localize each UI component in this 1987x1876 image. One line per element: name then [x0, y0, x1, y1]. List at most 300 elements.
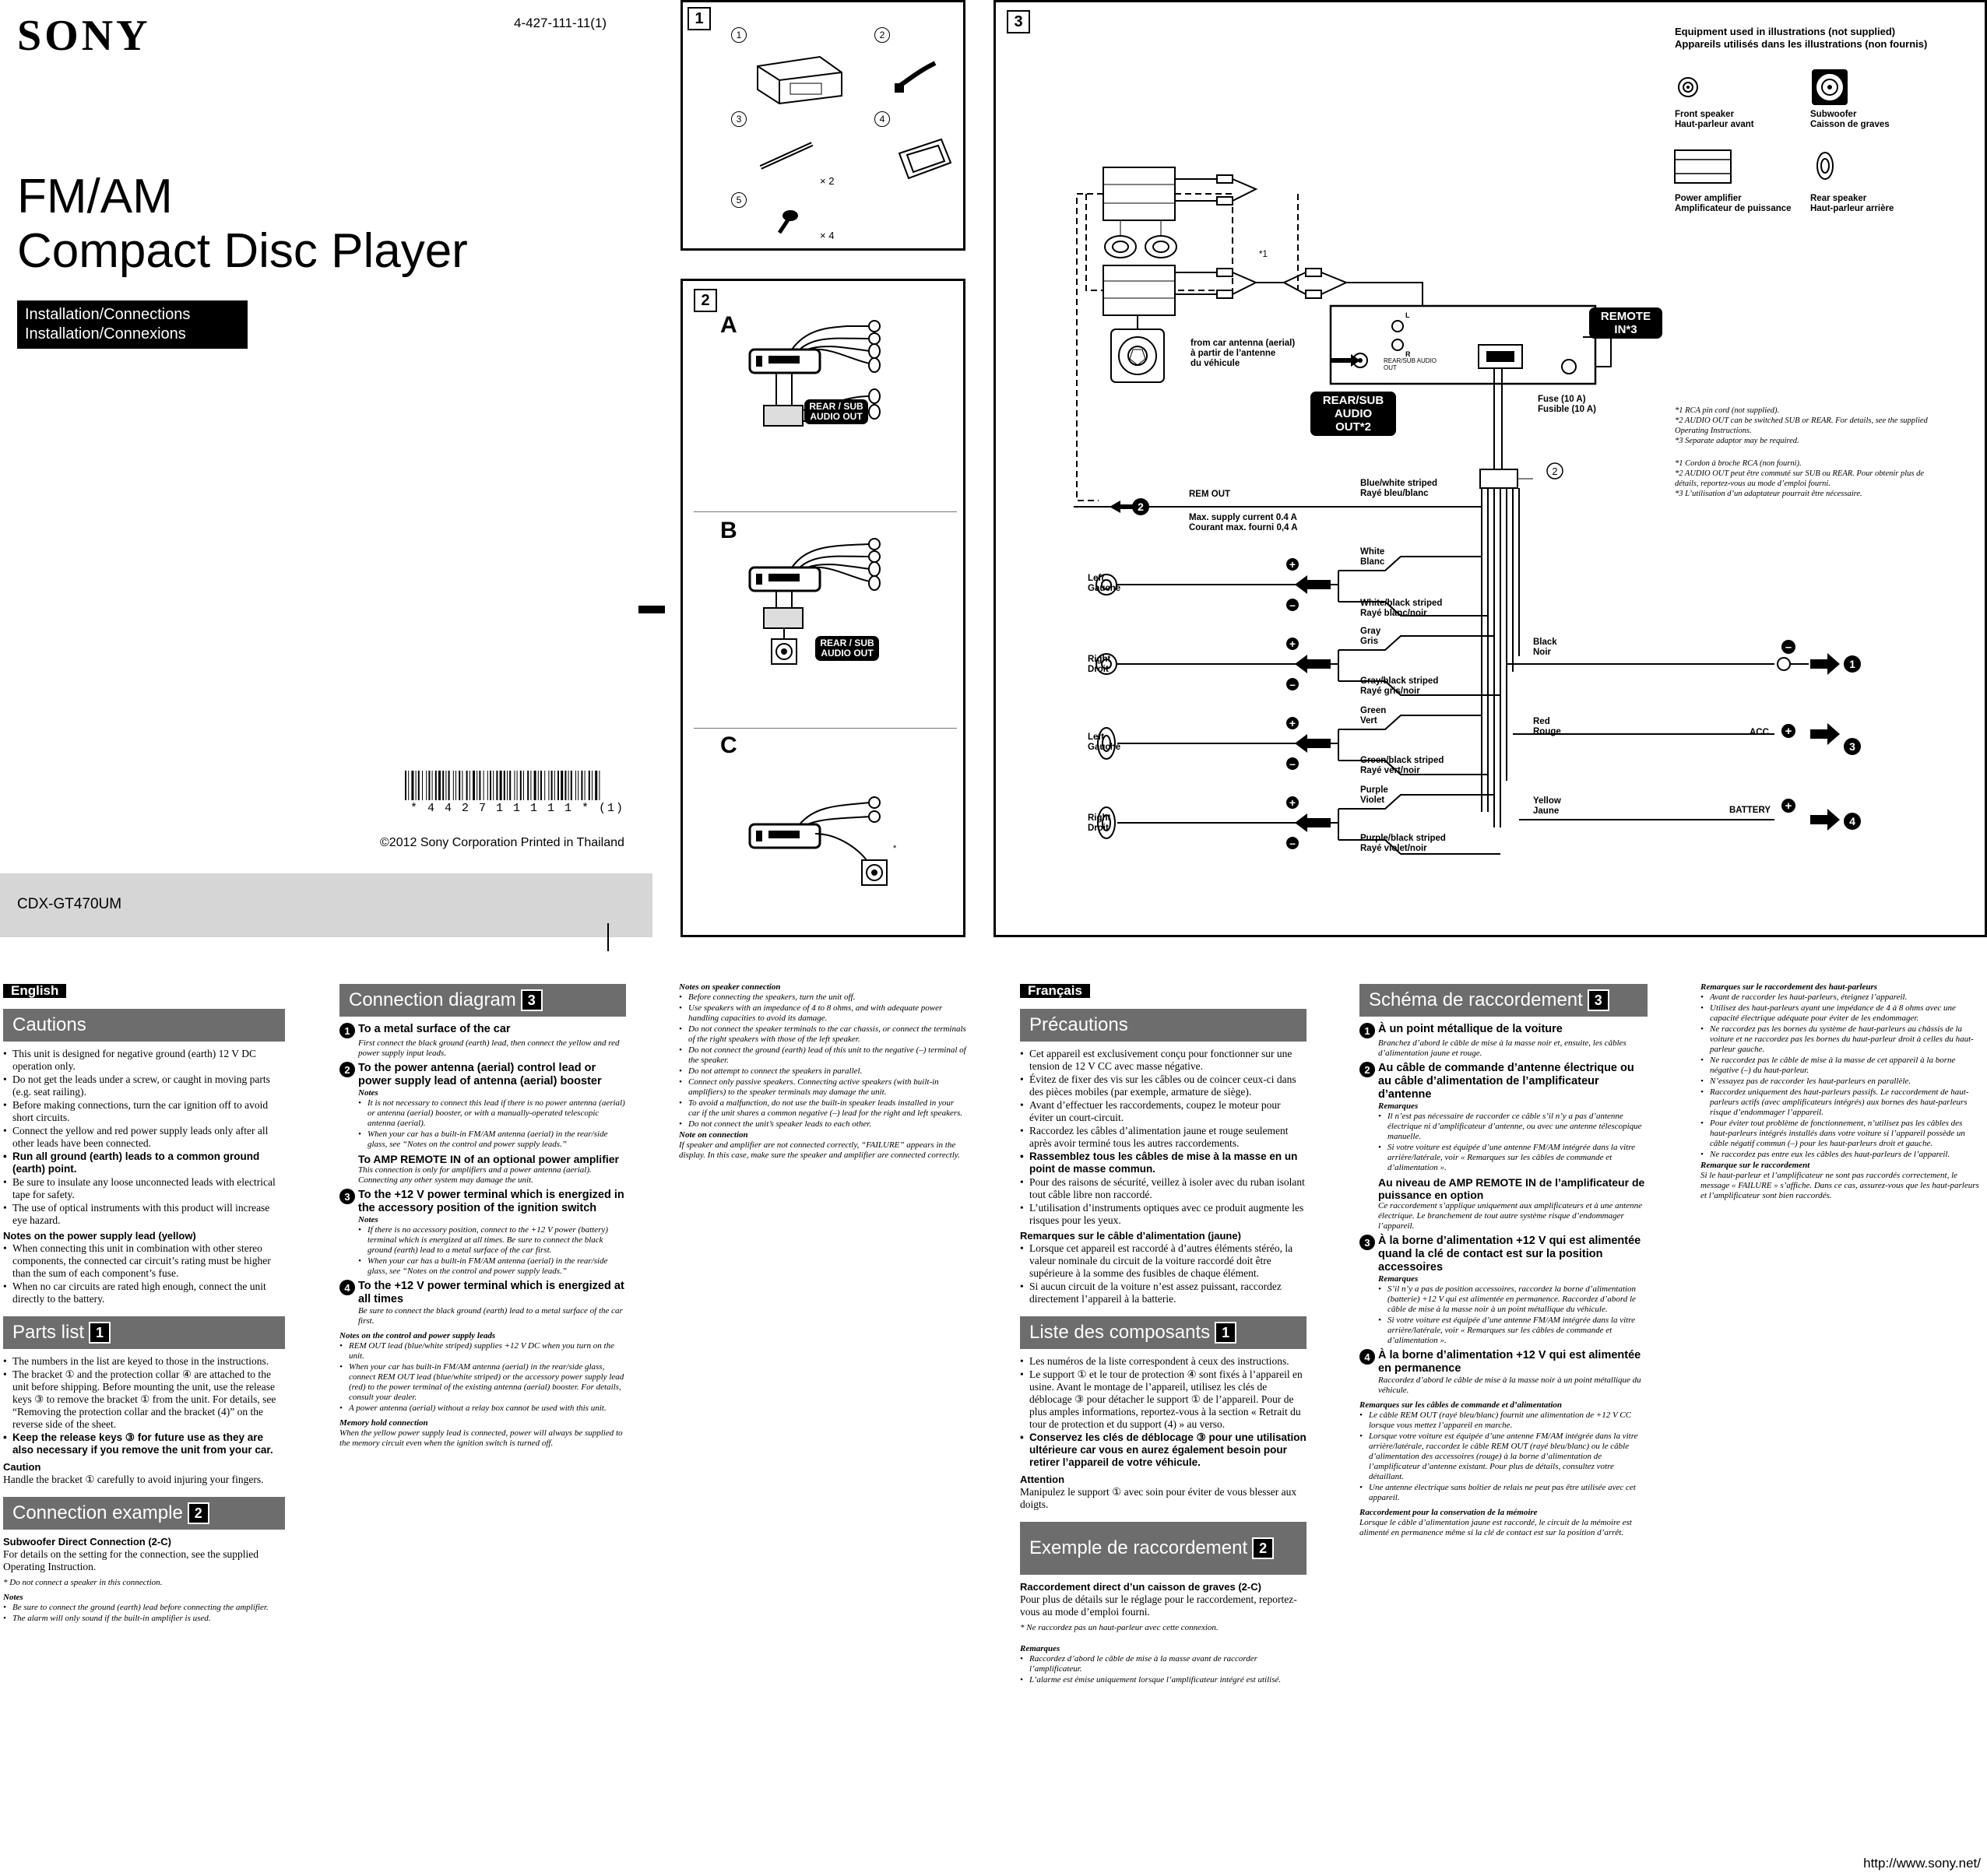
caution-heading: Caution [3, 1461, 41, 1473]
protection-collar-illustration [893, 136, 955, 183]
speaker-note: • Connect only passive speakers. Connecting active speakers (with built-in amplifiers) to the speaker terminals may damage the unit. [688, 1077, 967, 1098]
parts-list-heading [3, 1316, 285, 1349]
part-5-marker: 5 [731, 192, 747, 208]
right-fr: Droit [1088, 665, 1109, 674]
step-1-marker: 1 [339, 1023, 355, 1038]
max-current-fr: Courant max. fourni 0,4 A [1189, 523, 1298, 532]
etape-2-note: • Si votre voiture est équipée d’une antenne FM/AM intégrée dans la vitre arrière/latérale, voir « Remarques sur les câbles de commande et d’alimentation ». [1387, 1143, 1648, 1173]
svg-text:+: + [1785, 799, 1792, 813]
svg-text:2: 2 [1552, 465, 1558, 477]
rear-speaker-en: Rear speaker [1810, 194, 1867, 203]
barcode-bar [557, 771, 559, 800]
svg-text:+: + [1289, 717, 1296, 729]
hp-note: • Ne raccordez pas le câble de mise à la masse de cet appareil à la borne négative (–) du haut-parleur. [1710, 1056, 1981, 1076]
precaution-item: • Raccordez les câbles d’alimentation jaune et rouge seulement après avoir terminé tous les autres raccordements. [1029, 1125, 1306, 1150]
remarque-item: • Raccordez d’abord le câble de mise à la masse avant de raccorder l’amplificateur. [1029, 1654, 1306, 1674]
parts-list [3, 1355, 285, 1456]
product-title [17, 170, 468, 279]
etape-2-note: • Il n’est pas nécessaire de raccorder ce câble s’il n’y a pas d’antenne électrique ni d’amplificateur d’antenne, ou avec une antenne télescopique manuelle. [1387, 1112, 1648, 1142]
step-2-notes-heading: Notes [358, 1088, 378, 1098]
etape-4 [1359, 1349, 1648, 1375]
footnote-en-3: *3 Separate adaptor may be required. [1675, 437, 1799, 445]
footnotes-fr [1675, 458, 1940, 499]
etape-3 [1359, 1235, 1648, 1274]
brand-logo: SONY [17, 12, 151, 60]
left-rear-label [1088, 732, 1120, 753]
step-2 [339, 1062, 626, 1088]
amp-niveau-text: Ce raccordement s’applique uniquement aux amplificateurs et à une antenne électrique. Le branchement de tout autre système risque d’endommager l’appareil. [1378, 1201, 1642, 1231]
key-quantity: × 2 [820, 175, 835, 187]
step-3-note: • If there is no accessory position, connect to the +12 V power (battery) terminal which is energized at all times. Be sure to connect the black ground (earth) lead to a metal surface of the car first. [368, 1225, 626, 1256]
svg-text:1: 1 [1849, 658, 1855, 670]
svg-text:+: + [1289, 796, 1296, 809]
divider-bc [694, 728, 957, 729]
etape-1-title: À un point métallique de la voiture [1378, 1023, 1563, 1035]
precaution-item: • Rassemblez tous les câbles de mise à la masse en un point de masse commun. [1029, 1151, 1306, 1175]
left-rear-en: Left [1088, 732, 1105, 742]
right-rear-en: Right [1088, 813, 1111, 823]
wire-red-fr: Rouge [1533, 727, 1561, 736]
example-b-diagram [745, 538, 940, 694]
barcode-digits: * 4 4 2 7 1 1 1 1 1 * (1) [410, 802, 625, 815]
barcode-bar [490, 771, 491, 800]
subwoofer-direct-text: For details on the setting for the connection, see the supplied Operating Instruction. [3, 1548, 259, 1572]
svg-text:–: – [1289, 599, 1296, 611]
wire-gray-black-en: Gray/black striped [1360, 676, 1439, 686]
left-en: Left [1088, 574, 1105, 583]
cut-mark [607, 923, 609, 951]
svg-text:2: 2 [1138, 501, 1144, 513]
yellow-notes-heading: Notes on the power supply lead (yellow) [3, 1230, 196, 1242]
step-2-marker: 2 [339, 1062, 355, 1077]
figure-1-number: 1 [688, 7, 711, 30]
barcode-bar [466, 771, 468, 800]
attention-text: Manipulez le support ① avec soin pour éviter de vous blesser aux doigts. [1020, 1486, 1297, 1510]
svg-text:–: – [1289, 837, 1296, 849]
wire-purple-en: Purple [1360, 785, 1388, 795]
remarques-heading: Remarques [1020, 1644, 1060, 1653]
barcode-bar [445, 771, 446, 800]
barcode-bar [411, 771, 413, 800]
barcode-bar [585, 771, 586, 800]
liste-item: • Le support ① et le tour de protection ④ sont fixés à l’appareil en usine. Avant le montage de l’appareil, utilisez les clés de déblocage ③ pour détacher le support ① de l’appareil. Pour de plus amples informations, reportez-vous à la section « Retrait du tour de protection et du support (4) » au verso. [1029, 1368, 1306, 1431]
barcode-bar [408, 771, 409, 800]
bracket-illustration [750, 51, 851, 105]
svg-text:3: 3 [1849, 740, 1855, 753]
step-2-title: To the power antenna (aerial) control lead or power supply lead of antenna (aerial) booster [358, 1062, 602, 1087]
yellow-note-item: • When connecting this unit in combination with other stereo components, the connected car circuit’s rating must be higher than the sum of each component’s fuse. [12, 1242, 285, 1280]
caisson-heading: Raccordement direct d’un caisson de graves (2-C) [1020, 1581, 1261, 1593]
caution-item: • Connect the yellow and red power supply leads only after all other leads have been connected. [12, 1125, 285, 1150]
etape-2-title: Au câble de commande d’antenne électrique ou au câble d’alimentation de l’amplificateur d’antenne [1378, 1062, 1634, 1101]
svg-text:–: – [1785, 641, 1792, 654]
barcode-bar [405, 771, 406, 800]
commande-note: • Une antenne électrique sans boîtier de relais ne peut pas être utilisée avec cet appareil. [1369, 1483, 1648, 1503]
attention-heading: Attention [1020, 1474, 1065, 1485]
step-2-note: • When your car has a built-in FM/AM antenna (aerial) in the rear/side glass, see “Notes on the control and power supply leads.” [368, 1129, 626, 1150]
yellow-note-item: • When no car circuits are rated high enough, connect the unit directly to the battery. [12, 1281, 285, 1305]
etape-4-text: Raccordez d’abord le câble de mise à la masse noir à un point métallique du véhicule. [1378, 1375, 1641, 1395]
wire-green-black [1360, 756, 1444, 776]
left-front-label [1088, 574, 1120, 594]
schema-heading [1359, 984, 1648, 1017]
parts-item: • Keep the release keys ③ for future use as they are also necessary if you remove the unit from your car. [12, 1432, 285, 1456]
example-a-diagram [745, 320, 940, 452]
amp-niveau-heading: Au niveau de AMP REMOTE IN de l’amplificateur de puissance en option [1378, 1176, 1645, 1201]
wire-red-en: Red [1533, 717, 1550, 726]
divider-ab [694, 511, 957, 512]
step-3-notes [358, 1225, 626, 1277]
barcode-bar [554, 771, 555, 800]
connection-diagram-figure-ref: 3 [521, 989, 543, 1011]
battery-label: BATTERY [1729, 806, 1771, 815]
commande-note: • Lorsque votre voiture est équipée d’une antenne FM/AM intégrée dans la vitre arrière/latérale, raccordez le câble REM OUT (rayé bleu/blanc) ou le câble d’alimentation des accessoires (rouge) à la borne d’alimentation de l’amplificateur d’antenne existant. Pour plus de détails, consultez votre détaillant. [1369, 1432, 1648, 1482]
max-current-en: Max. supply current 0.4 A [1189, 513, 1297, 522]
section-b-label: B [720, 518, 737, 543]
wire-gray-black-fr: Rayé gris/noir [1360, 687, 1420, 696]
wire-gray-fr: Gris [1360, 637, 1379, 646]
rear-sub-tag-b: REAR / SUB AUDIO OUT [815, 636, 879, 661]
control-note: • When your car has built-in FM/AM antenna (aerial) in the rear/side glass, connect REM OUT lead (blue/white striped) or the accessory power supply lead (red) to the power terminal of the existing antenna (aerial) booster. For details, consult your dealer. [349, 1362, 626, 1403]
memory-hold-text: When the yellow power supply lead is connected, power will always be supplied to the memory circuit even when the ignition switch is turned off. [339, 1428, 623, 1448]
installation-en: Installation/Connections [25, 306, 191, 323]
figure-3-number: 3 [1007, 10, 1030, 33]
barcode-bar [469, 771, 470, 800]
barcode-bar [595, 771, 597, 800]
title-line-1: FM/AM [17, 170, 173, 223]
jaune-heading: Remarques sur le câble d’alimentation (jaune) [1020, 1230, 1241, 1242]
cautions-list [3, 1048, 285, 1227]
footnote-fr-3: *3 L’utilisation d’un adaptateur pourrait être nécessaire. [1675, 490, 1862, 498]
part-4-marker: 4 [874, 111, 890, 127]
wire-red [1533, 717, 1561, 737]
barcode [405, 771, 603, 800]
svg-text:–: – [1289, 757, 1296, 770]
barcode-bar [426, 771, 427, 800]
french-column-1 [1020, 984, 1306, 1686]
precaution-item: • Cet appareil est exclusivement conçu pour fonctionner sur une tension de 12 V CC avec masse négative. [1029, 1048, 1306, 1073]
part-2-marker: 2 [874, 27, 890, 43]
max-current-label [1189, 513, 1298, 533]
etape-1-marker: 1 [1359, 1023, 1375, 1038]
footnote-en-2: *2 AUDIO OUT can be switched SUB or REAR. For details, see the supplied Operating Instructions. [1675, 416, 1928, 435]
etape-2-notes-heading: Remarques [1378, 1101, 1419, 1111]
control-note: • A power antenna (aerial) without a relay box cannot be used with this unit. [349, 1403, 626, 1414]
svg-text:–: – [1289, 678, 1296, 690]
barcode-bar [592, 771, 593, 800]
wire-purple [1360, 785, 1388, 806]
antenna-fr-2: du véhicule [1190, 359, 1240, 368]
rca-note-marker: *1 [1259, 250, 1268, 259]
cord-illustration [893, 57, 940, 96]
barcode-bar [571, 771, 572, 800]
equipment-title-fr: Appareils utilisés dans les illustrations (non fournis) [1675, 38, 1928, 50]
barcode-bar [534, 771, 536, 800]
wire-purple-fr: Violet [1360, 796, 1385, 805]
liste-item: • Conservez les clés de déblocage ③ pour une utilisation ultérieure car vous en aurez également besoin pour retirer l’appareil de votre véhicule. [1029, 1432, 1306, 1469]
equipment-title-en: Equipment used in illustrations (not supplied) [1675, 26, 1896, 37]
wire-black-en: Black [1533, 638, 1557, 647]
front-speaker-fr: Haut-parleur avant [1675, 120, 1754, 129]
right-rear-label [1088, 813, 1110, 834]
figure-2-number: 2 [694, 289, 717, 312]
rear-sub-audio-out-tag: REAR/SUB AUDIO OUT*2 [1310, 392, 1396, 436]
hp-note: • Utilisez des haut-parleurs ayant une impédance de 4 à 8 ohms avec une capacité électrique adéquate pour éviter de les endommager. [1710, 1003, 1981, 1024]
french-column-2 [1359, 979, 1648, 1540]
caisson-footnote: * Ne raccordez pas un haut-parleur avec cette connexion. [1020, 1623, 1219, 1632]
example-note-item: • Be sure to connect the ground (earth) lead before connecting the amplifier. [12, 1603, 285, 1613]
release-key-illustration [758, 139, 820, 170]
example-note-item: • The alarm will only sound if the built-in amplifier is used. [12, 1614, 285, 1624]
english-language-tag: English [3, 984, 66, 998]
svg-text:4: 4 [1849, 815, 1855, 827]
etape-2-notes [1378, 1112, 1648, 1173]
barcode-bar [589, 771, 590, 800]
commande-note: • Le câble REM OUT (rayé bleu/blanc) fournit une alimentation de +12 V CC lorsque vous mettez l’appareil en marche. [1369, 1411, 1648, 1431]
barcode-bar [438, 771, 441, 800]
exemple-heading-text: Exemple de raccordement [1029, 1537, 1248, 1558]
rem-out-label: REM OUT [1189, 490, 1231, 499]
barcode-bar [575, 771, 576, 800]
step-4-title: To the +12 V power terminal which is energized at all times [358, 1280, 624, 1305]
blue-white-label [1360, 479, 1437, 499]
raccordement-note-heading: Remarque sur le raccordement [1700, 1161, 1810, 1170]
liste-heading [1020, 1316, 1306, 1349]
hp-note: • Avant de raccorder les haut-parleurs, éteignez l’appareil. [1710, 992, 1981, 1003]
barcode-bar [435, 771, 437, 800]
english-column-2 [339, 979, 626, 1450]
left-fr: Gauche [1088, 584, 1121, 593]
step-1-title: To a metal surface of the car [358, 1023, 511, 1035]
fold-mark [638, 606, 665, 613]
figure-3-connection-diagram [994, 0, 1987, 937]
wire-gray [1360, 627, 1380, 647]
part-number: 4-427-111-11(1) [514, 16, 607, 30]
wire-black [1533, 638, 1557, 658]
wire-white-black-fr: Rayé blanc/noir [1360, 609, 1427, 618]
part-3-marker: 3 [731, 111, 747, 127]
raccordement-note-text: Si le haut-parleur et l’amplificateur ne sont pas raccordés correctement, le message « FAILURE » s’affiche. Dans ce cas, assurez-vous que les haut-parleurs et l’amplificateur sont bien raccordés. [1700, 1171, 1979, 1200]
subwoofer-direct-heading: Subwoofer Direct Connection (2-C) [3, 1536, 171, 1548]
left-rear-fr: Gauche [1088, 743, 1121, 752]
barcode-bar [504, 771, 505, 800]
footnote-fr-2: *2 AUDIO OUT peut être commuté sur SUB ou REAR. Pour obtenir plus de détails, reportez-vous au mode d’emploi fourni. [1675, 469, 1925, 488]
speaker-note: • Use speakers with an impedance of 4 to 8 ohms, and with adequate power handling capacities to avoid its damage. [688, 1003, 967, 1024]
footnote-fr-1: *1 Cordon à broche RCA (non fourni). [1675, 459, 1802, 468]
wire-green [1360, 706, 1386, 726]
caution-item: • Be sure to insulate any loose unconnected leads with electrical tape for safety. [12, 1176, 285, 1201]
wire-gray-black [1360, 676, 1438, 697]
speaker-note: • To avoid a malfunction, do not use the built-in speaker leads installed in your car if the unit shares a common negative (–) lead for the right and left speakers. [688, 1098, 967, 1119]
memoire-text: Lorsque le câble d’alimentation jaune est raccordé, le circuit de la mémoire est alimenté en permanence même si la clé de contact est sur la position d’arrêt. [1359, 1518, 1632, 1537]
caisson-text: Pour plus de détails sur le réglage pour le raccordement, reportez-vous au mode d’emploi fourni. [1020, 1593, 1297, 1618]
wire-yellow [1533, 796, 1561, 817]
barcode-bar [538, 771, 539, 800]
exemple-heading [1020, 1522, 1306, 1575]
right-en: Right [1088, 655, 1111, 664]
barcode-bar [530, 771, 531, 800]
svg-text:+: + [1289, 558, 1296, 571]
etape-3-note: • S’il n’y a pas de position accessoires, raccordez la borne d’alimentation (batterie) +12 V qui est alimentée en permanence. Raccordez d’abord le câble de mise à la masse noir à un point métallique du véhicule. [1387, 1284, 1648, 1315]
barcode-bar [564, 771, 566, 800]
right-rear-fr: Droit [1088, 824, 1109, 833]
wire-purple-black-fr: Rayé violet/noir [1360, 844, 1427, 853]
barcode-bar [514, 771, 515, 800]
speaker-note: • Do not connect the speaker terminals to the car chassis, or connect the terminals of the right speakers with those of the left speaker. [688, 1024, 967, 1045]
connection-note-text: If speaker and amplifier are not connected correctly, “FAILURE” appears in the display. In this case, make sure the speaker and amplifier are connected correctly. [679, 1140, 960, 1160]
step-1 [339, 1023, 626, 1038]
hp-note: • Ne raccordez pas les bornes du système de haut-parleurs au châssis de la voiture et ne raccordez pas les bornes du haut-parleur droit à celles du haut-parleur gauche. [1710, 1024, 1981, 1055]
wire-green-fr: Vert [1360, 716, 1377, 725]
rear-sub-tag-a: REAR / SUB AUDIO OUT [804, 399, 868, 424]
blue-white-en: Blue/white striped [1360, 479, 1438, 488]
section-a-label: A [720, 312, 737, 338]
barcode-bar [432, 771, 433, 800]
cautions-heading-text: Cautions [12, 1014, 86, 1035]
barcode-bar [568, 771, 569, 800]
barcode-bar [509, 771, 511, 800]
liste-item: • Les numéros de la liste correspondent à ceux des instructions. [1029, 1355, 1306, 1368]
barcode-bar [578, 771, 579, 800]
liste-figure-ref: 1 [1215, 1322, 1236, 1344]
etape-3-marker: 3 [1359, 1235, 1375, 1250]
hp-note: • Ne raccordez pas entre eux les câbles des haut-parleurs de l’appareil. [1710, 1150, 1981, 1160]
step-3-note: • When your car has a built-in FM/AM antenna (aerial) in the rear/side glass, see “Notes on the control and power supply leads.” [368, 1256, 626, 1277]
wire-white-fr: Blanc [1360, 557, 1385, 567]
caution-item: • Before making connections, turn the car ignition off to avoid short circuits. [12, 1099, 285, 1124]
etape-2 [1359, 1062, 1648, 1101]
svg-text:+: + [1289, 638, 1296, 650]
connection-example-heading [3, 1497, 285, 1530]
wire-green-en: Green [1360, 706, 1387, 715]
installation-fr: Installation/Connexions [25, 325, 186, 343]
english-column-1 [3, 984, 285, 1625]
remarques-list [1020, 1654, 1306, 1685]
barcode-bar [523, 771, 524, 800]
subwoofer-fr: Caisson de graves [1810, 120, 1890, 129]
remote-in-tag: REMOTE IN*3 [1589, 307, 1662, 339]
barcode-bar [507, 771, 508, 800]
barcode-bar [459, 771, 460, 800]
caution-item: • The use of optical instruments with this product will increase eye hazard. [12, 1202, 285, 1227]
barcode-bar [479, 771, 480, 800]
subwoofer-direct-footnote: * Do not connect a speaker in this connection. [3, 1578, 163, 1587]
hp-note: • Pour éviter tout problème de fonctionnement, n’utilisez pas les câbles des haut-parleurs intégrés installés dans votre voiture si l’appareil possède un câble négatif commun (–) pour les haut-parleurs droit et gauche. [1710, 1119, 1981, 1149]
speaker-note: • Do not connect the ground (earth) lead of this unit to the negative (–) terminal of the speaker. [688, 1045, 967, 1066]
barcode-bar [428, 771, 430, 800]
etape-3-notes-heading: Remarques [1378, 1274, 1419, 1284]
speaker-note: • Do not connect the unit’s speaker leads to each other. [688, 1119, 967, 1129]
precautions-list [1020, 1048, 1306, 1227]
parts-list-heading-text: Parts list [12, 1322, 85, 1343]
section-c-label: C [720, 732, 737, 758]
caution-item: • Do not get the leads under a screw, or caught in moving parts (e.g. seat railing). [12, 1073, 285, 1098]
etape-3-notes [1378, 1284, 1648, 1346]
remarque-item: • L’alarme est émise uniquement lorsque l’amplificateur intégré est utilisé. [1029, 1675, 1306, 1685]
step-2-notes [358, 1098, 626, 1150]
caution-item: • Run all ground (earth) leads to a common ground (earth) point. [12, 1151, 285, 1175]
fuse-en: Fuse (10 A) [1538, 395, 1586, 404]
subwoofer-en: Subwoofer [1810, 110, 1857, 119]
part-1-marker: 1 [731, 27, 747, 43]
barcode-bar [487, 771, 488, 800]
acc-label: ACC [1750, 728, 1769, 737]
etape-3-title: À la borne d’alimentation +12 V qui est alimentée quand la clé de contact est sur la position accessoires [1378, 1235, 1641, 1274]
etape-3-note: • Si votre voiture est équipée d’une antenne FM/AM intégrée dans la vitre arrière/latérale, voir « Remarques sur les câbles de commande et d’alimentation ». [1387, 1316, 1648, 1346]
sony-url[interactable]: http://www.sony.net/ [1863, 1856, 1981, 1871]
barcode-bar [418, 771, 420, 800]
parts-list-figure-ref: 1 [89, 1322, 111, 1344]
commande-notes-heading: Remarques sur les câbles de commande et d’alimentation [1359, 1400, 1563, 1410]
barcode-bar [544, 771, 545, 800]
precaution-item: • Évitez de fixer des vis sur les câbles ou de coincer ceux-ci dans des pièces mobiles (par exemple, armature de siège). [1029, 1073, 1306, 1098]
etape-4-marker: 4 [1359, 1349, 1375, 1365]
hp-note: • N’essayez pas de raccorder les haut-parleurs en parallèle. [1710, 1077, 1981, 1087]
amp-remote-heading: To AMP REMOTE IN of an optional power amplifier [358, 1153, 619, 1165]
barcode-bar [496, 771, 498, 800]
control-notes-heading: Notes on the control and power supply leads [339, 1331, 496, 1340]
precautions-heading-text: Précautions [1029, 1014, 1128, 1035]
barcode-bar [581, 771, 582, 800]
wire-white-black [1360, 599, 1442, 619]
barcode-bar [551, 771, 553, 800]
barcode-bar [448, 771, 450, 800]
rear-speaker-fr: Haut-parleur arrière [1810, 204, 1894, 213]
barcode-bar [540, 771, 542, 800]
precautions-heading [1020, 1009, 1306, 1042]
figure-1-parts [681, 0, 965, 251]
barcode-bar [473, 771, 475, 800]
wire-yellow-en: Yellow [1533, 796, 1561, 806]
unit-r-label: R [1405, 350, 1411, 358]
barcode-bar [493, 771, 494, 800]
control-notes [339, 1341, 626, 1414]
step-4-marker: 4 [339, 1280, 355, 1295]
fuse-label [1538, 395, 1596, 415]
precaution-item: • Pour des raisons de sécurité, veillez à isoler avec du ruban isolant tout câble libre non raccordé. [1029, 1176, 1306, 1201]
control-note: • REM OUT lead (blue/white striped) supplies +12 V DC when you turn on the unit. [349, 1341, 626, 1361]
speaker-notes-heading: Notes on speaker connection [679, 982, 781, 992]
speaker-notes [679, 992, 967, 1129]
step-3-marker: 3 [339, 1189, 355, 1204]
wire-white [1360, 547, 1384, 567]
power-amp-fr: Amplificateur de puissance [1675, 204, 1792, 213]
barcode-bar [520, 771, 522, 800]
liste-list [1020, 1355, 1306, 1469]
footnote-en-1: *1 RCA pin cord (not supplied). [1675, 406, 1780, 415]
power-amp-en: Power amplifier [1675, 194, 1742, 203]
french-language-tag: Français [1020, 984, 1090, 998]
blue-white-fr: Rayé bleu/blanc [1360, 489, 1429, 498]
amp-remote-text: This connection is only for amplifiers and a power antenna (aerial). Connecting any other system may damage the unit. [358, 1165, 592, 1185]
barcode-bar [422, 771, 423, 800]
wire-green-black-fr: Rayé vert/noir [1360, 766, 1420, 775]
wire-purple-black [1360, 834, 1446, 854]
connection-note-heading: Note on connection [679, 1130, 748, 1140]
title-line-2: Compact Disc Player [17, 224, 468, 278]
front-speaker-en: Front speaker [1675, 110, 1735, 119]
french-column-3 [1700, 982, 1981, 1203]
example-c-diagram [745, 795, 940, 888]
step-2-note: • It is not necessary to connect this lead if there is no power antenna (aerial) or antenna (aerial) booster, or with a manually-operated telescopic antenna (aerial). [368, 1098, 626, 1129]
exemple-figure-ref: 2 [1252, 1537, 1274, 1559]
antenna-en: from car antenna (aerial) [1190, 339, 1296, 348]
etape-1 [1359, 1023, 1648, 1038]
cautions-heading [3, 1009, 285, 1042]
footnotes-en [1675, 406, 1940, 446]
barcode-bar [453, 771, 454, 800]
model-number: CDX-GT470UM [17, 896, 122, 912]
